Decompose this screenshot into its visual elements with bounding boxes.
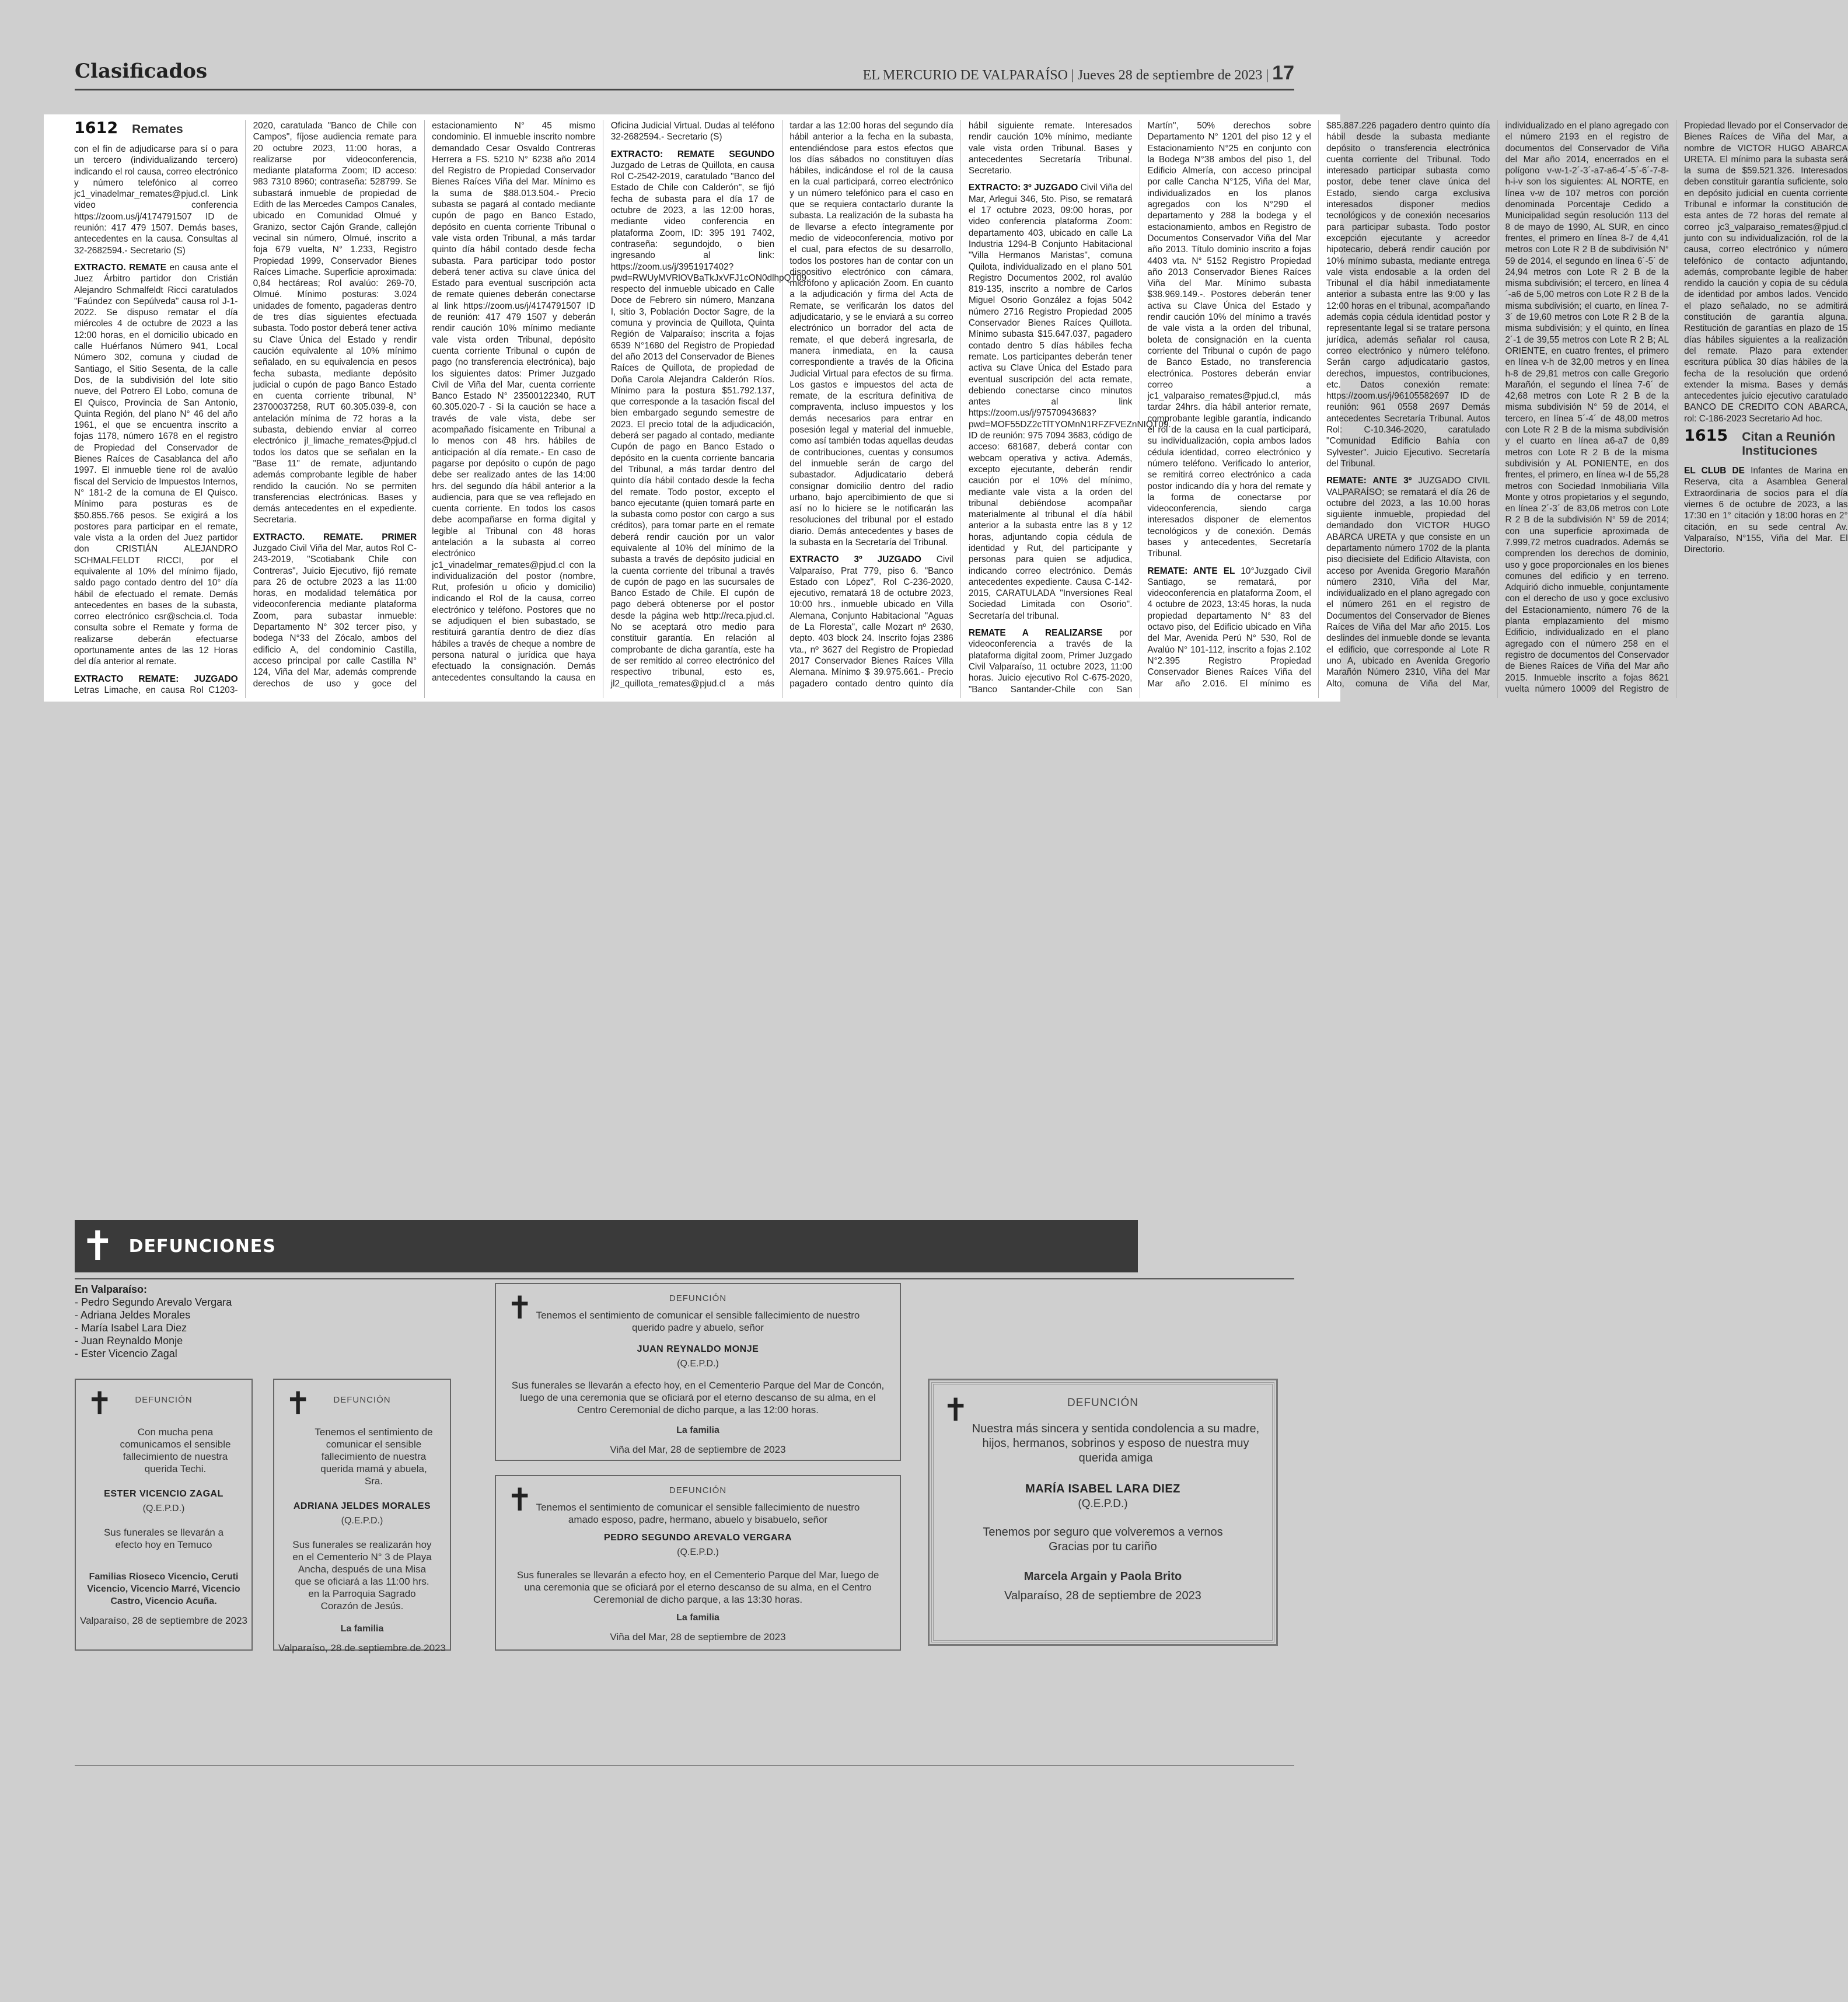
funeral-info: Sus funerales se llevarán a efecto hoy en Temuco: [103, 1527, 224, 1550]
notice-body: Civil Valparaíso, Prat 779, piso 6. "Banco Estado con López", Rol C-236-2020, ejecutivo, rematará 18 de octubre 2023, 10:00 hrs., inmueble ubicado en Villa Alemana, Conjunto Habitacional "Aguas de La Floresta", calle Mozart nº 2630, depto. 403 block 24. Inscrito fojas 2386 vta., nº 3627 del Registro de Propiedad 2017 Conservador Bienes Raíces Villa Alemana. Mínimo $ 39.975.661.- Precio pagadero contado dentro quinto día hábil siguiente remate. Interesados rendir caución 10% mínimo, mediante vale vista orden Tribunal. Bases y antecedentes Secretaría Tribunal. Secretario.: [789, 121, 1133, 689]
category-name: Remates: [132, 123, 183, 136]
obituary-notice-jeldes: [273, 1379, 451, 1654]
notice-lead: REMATE: ANTE 3º: [1326, 476, 1412, 486]
obituary-notice-arevalo: [495, 1475, 901, 1651]
notice-body: JUZGADO CIVIL VALPARAÍSO; se rematará el día 26 de octubre del 2023, a las 10.00 horas siguiente inmueble, propiedad del demandado don VICTOR HUGO ABARCA URETA y que consiste en un departamento número 1702 de la planta piso diecisiete del Edificio Altavista, con acceso por Avenida Gregorio Marañón número 2310, Viña del Mar, individualizado en el plano agregado con el número 261 en el registro de Documentos del Conservador de Bienes Raíces de Viña del Mar año 2015. Los deslindes del inmueble donde se levanta el edificio, que corresponde al Lote R uno A, ubicado en Avenida Gregorio Marañón Número 2310, Viña del Mar Alto, comuna de Viña del Mar, individualizado en el plano agregado con el número 2193 en el registro de documentos del Conservador de Viña del Mar año 2014, encerrados en el polígono v-w-1-2´-3´-a7-a6-4´-5´-6´-7-8-h-i-v son los siguientes: AL NORTE, en línea v-w de 107 metros con porción denominada Porcentaje Cedido a Municipalidad según resolución 113 del 8 de mayo de 1990, AL SUR, en cinco frentes, el primero en línea 8-7 de 4,41 metros con Lote R 2 B de subdivisión N° 59 de 2014, el segundo en línea 6´-5´ de 24,94 metros con Lote R 2 B de la misma subdivisión; el tercero, en línea 4´-a6 de 5,00 metros con Lote R 2 B de la misma subdivisión; el cuarto, en línea 7-3´ de 19,60 metros con Lote R 2 B de la misma subdivisión; y el quinto, en línea 2´-1 de 39,55 metros con Lote R 2 B; AL ORIENTE, en cuatro frentes, el primero en línea v-h de 32,00 metros y en línea h-8 de 29,81 metros con calle Gregorio Marañón, el segundo el línea 7-6´ de 42,68 metros con Lote R 2 B de la misma subdivisión N° 59 de 2014, el tercero, en línea 5´-4´ de 48,00 metros con Lote R 2 B de la misma subdivisión y el cuarto en línea a6-a7 de 0,89 metros con Lote R 2 B de la misma subdivisión y AL PONIENTE, en dos frentes, el primero, en línea w-I de 55,28 metros con Sociedad Inmobiliaria Villa Monte y otros propietarios y el segundo, en línea 2´-3´ de 83,06 metros con Lote R 2 B de la subdivisión N° 59 de 2014; con una superficie aproximada de 7.999,72 metros cuadrados. Además se comprenden los derechos de dominio, uso y goce proporcionales en los bienes comunes del edificio y en terreno. Adquirió dicho inmueble, conjuntamente con el derecho de uso y goce exclusivo del Estacionamiento, número 76 de la planta emplazamiento del mismo Edificio, individualizado en el plano agregado con el número 258 en el registro de documentos del Conservador de Bienes Raíces de Viña del Mar año 2015. Inmueble inscrito a fojas 8621 vuelta número 10009 del Registro de Propiedad llevado por el Conservador de Bienes Raíces de Viña del Mar, a nombre de VICTOR HUGO ABARCA URETA. El mínimo para la subasta será la suma de $59.521.326. Interesados deben constituir garantía suficiente, solo en depósito judicial en cuenta corriente Tribunal e informar la constitución de esta antes de 72 horas del remate al correo jc3_valparaiso_remates@pjud.cl junto con su individualización, rol de la causa, correo electrónico y número telefónico de contacto adjuntando, además, comprobante legible de haber rendido la caución y copia de su cédula de identidad por ambos lados. Vencido el plazo señalado, no se admitirá constitución de garantía alguna. Restitución de garantías en plazo de 15 días hábiles siguientes a la realización del remate. Plazo para extender escritura pública 30 días hábiles de la fecha de la resolución que ordenó extender la misma. Bases y demás antecedentes juicio ejecutivo caratulado BANCO DE CREDITO CON ABARCA, rol: C-186-2023 Secretario Ad hoc.: [1326, 121, 1848, 694]
obituaries-banner: [75, 1220, 1138, 1272]
notice-text: Tenemos el sentimiento de comunicar el sensible fallecimiento de nuestro querido padre y abuelo, señor: [536, 1310, 860, 1333]
notice-lead: EXTRACTO: 3º JUZGADO: [968, 183, 1078, 193]
notice-lead: EXTRACTO. REMATE: [74, 262, 167, 273]
notice-lead: EXTRACTO: REMATE SEGUNDO: [610, 149, 775, 159]
category-number: 1615: [1684, 427, 1728, 445]
notice-text: Con mucha pena comunicamos el sensible fallecimiento de nuestra querida Techi.: [120, 1426, 231, 1474]
notice-text: Nuestra más sincera y sentida condolencia a su madre, hijos, hermanos, sobrinos y esposo de nuestra muy querida amiga: [972, 1422, 1260, 1464]
obituary-index: [75, 1283, 232, 1360]
page-number: 17: [1272, 62, 1294, 84]
classified-notice: [968, 182, 1171, 622]
notice-heading: DEFUNCIÓN: [1067, 1397, 1138, 1409]
qepd: (Q.E.P.D.): [142, 1504, 185, 1513]
notice-lead: REMATE: ANTE EL: [1147, 566, 1235, 576]
category-name: Citan a Reunión Instituciones: [1742, 430, 1836, 458]
category-header-remates: [74, 119, 238, 137]
notice-text: Tenemos el sentimiento de comunicar el sensible fallecimiento de nuestro amado esposo, padre, hermano, abuelo y bisabuelo, señor: [536, 1502, 860, 1525]
notice-lead: REMATE A REALIZARSE: [968, 628, 1103, 639]
index-item: - Ester Vicencio Zagal: [75, 1348, 177, 1359]
notice-body: con el fin de adjudicarse para sí o para un tercero (individualizando tercero) indicando el rol causa, correo electrónico y número telefónico al correo jc1_vinadelmar_remates@pjud.cl. Link video conferencia https://zoom.us/j/4174791507 ID de reunión: 417 479 1507. Demás bases, antecedentes en la causa. Consultas al 32-2682594.- Secretario (S): [74, 144, 238, 256]
category-header-citan: [1684, 427, 1848, 458]
classifieds-columns: [74, 119, 1848, 698]
notice-date: Valparaíso, 28 de septiembre de 2023: [278, 1642, 446, 1654]
masthead: [863, 62, 1294, 85]
notice-body: Juzgado Civil Viña del Mar, autos Rol C-243-2019, "Scotiabank Chile con Contreras", Juicio Ejecutivo, fijó remate para 26 de octubre 2023 a las 11:00 horas, en modalidad telemática por videoconferencia mediante plataforma Zoom, para subastar inmueble: Departamento N° 302 tercer piso, y bodega N°33 del Zócalo, ambos del edificio A, del condominio Castilla, acceso principal por calle Castilla N° 124, Viña del Mar, además comprende derechos de uso y goce del estacionamiento N° 45 mismo condominio. El inmueble inscrito nombre demandado Cesar Osvaldo Contreras Herrera a FS. 5210 N° 6238 año 2014 del Registro de Propiedad Conservador Bienes Raíces Viña del Mar. Mínimo es la suma de $88.013.504.- Precio subasta se pagará al contado mediante cupón de pago en Banco Estado, depósito en cuenta corriente Tribunal o vale vista orden Tribunal, a más tardar quinto día hábil contado desde fecha subasta. Para participar todo postor deberá tener activa su clave única del Estado para eventual suscripción acta de remate quienes deberán conectarse al link https://zoom.us/j/4174791507 ID de reunión: 417 479 1507 y deberán rendir caución 10% mínimo mediante vale vista orden Tribunal, depósito cuenta corriente Tribunal o cupón de pago (no transferencia electrónica), bajo los siguientes datos: Primer Juzgado Civil de Viña del Mar, cuenta corriente Banco Estado N° 23500122340, RUT 60.305.020-7 - Si la caución se hace a través de vale vista, debe ser acompañado físicamente en Tribunal a lo menos con 48 hrs. hábiles de anticipación al día remate.- En caso de pagarse por depósito o cupón de pago debe ser realizado antes de las 14:00 hrs. del segundo día hábil anterior a la audiencia, para que se vea reflejado en cuenta corriente. En todos los casos debe acompañarse en forma digital y legible al Tribunal con 48 horas antelación a la subasta al correo electrónico jc1_vinadelmar_remates@pjud.cl con la individualización del postor (nombre, Rut, profesión u oficio y domicilio) indicando el Rol de la causa, correo electrónico y teléfono. Postores que no se adjudiquen el bien subastado, se restituirá garantía dentro de diez días hábiles a través de cheque a nombre de persona natural o jurídica que haya efectuado la consignación. Demás antecedentes consultando la causa en Oficina Judicial Virtual. Dudas al teléfono 32-2682594.- Secretario (S): [253, 121, 775, 689]
section-title: Clasificados: [75, 60, 208, 83]
notice-body: en causa ante el Juez Árbitro partidor don Cristián Alejandro Schmalfeldt Ricci caratulados "Faúndez con Sepúlveda" causa rol J-1-2022. Se dispuso rematar el día miércoles 4 de octubre de 2023 a las 12:00 horas, en el domicilio ubicado en calle Huérfanos Número 941, Local Número 302, comuna y ciudad de Santiago, el Sitio Sesenta, de la calle Dos, de la subdivisión del lote sitio nueve, del Potrero El Lobo, comuna de El Quisco, Provincia de San Antonio, Quinta Región, del plano N° 46 del año 1961, el que se encuentra inscrito a fojas 1178, número 1678 en el registro de Propiedad del Conservador de Bienes Raíces de Casablanca del año 1997. El inmueble tiene rol de avalúo fiscal del Servicio de Impuestos Internos, N° 181-2 de la comuna de El Quisco. Mínimo para posturas es de $50.855.766 pesos. Se exigirá a los postores para participar en el remate, vale vista a la orden del Juez partidor don CRISTIÁN ALEJANDRO SCHMALFELDT RICCI, por el equivalente al 10% del mínimo fijado, saldo pago contado dentro del 10° día hábil de efectuado el remate. Demás antecedentes en bases de la subasta, correo electrónico csr@schcia.cl. Toda consulta sobre el Remate y forma de realizarse deberán efectuarse oportunamente antes de las 12 Horas del día anterior al remate.: [74, 262, 238, 667]
cross-icon: ✝: [285, 1385, 312, 1422]
notice-lead: EXTRACTO. REMATE. PRIMER: [253, 532, 417, 542]
funeral-info: Sus funerales se realizarán hoy en el Cementerio N° 3 de Playa Ancha, después de una Misa que se oficiará a las 11:00 hrs. en la Parroquia Sagrado Corazón de Jesús.: [292, 1539, 432, 1612]
notice-date: Viña del Mar, 28 de septiembre de 2023: [610, 1444, 786, 1455]
index-item: - María Isabel Lara Diez: [75, 1322, 187, 1334]
obituary-notice-lara: [928, 1379, 1278, 1646]
cross-icon: ✝: [506, 1289, 533, 1326]
deceased-name: JUAN REYNALDO MONJE: [637, 1344, 759, 1354]
family-signature: La familia: [676, 1613, 719, 1623]
index-title: En Valparaíso:: [75, 1283, 148, 1295]
notice-heading: DEFUNCIÓN: [669, 1293, 727, 1303]
notice-heading: DEFUNCIÓN: [333, 1395, 391, 1405]
page-header: [75, 56, 1294, 90]
family-signature: La familia: [340, 1624, 384, 1634]
classifieds-panel: [44, 114, 1848, 702]
notice-date: Valparaíso, 28 de septiembre de 2023: [1004, 1589, 1201, 1602]
notice-body: Juzgado de Letras de Quillota, en causa Rol C-2542-2019, caratulado "Banco del Estado de Chile con Calderón", se fijó fecha de subasta para el día 17 de octubre de 2023, a las 12:00 horas, mediante video conferencia en plataforma Zoom, ID: 395 191 7402, contraseña: segundojdo, o bien ingresando al link: https://zoom.us/j/3951917402?pwd=RWUyMVRlOVBaTkJxVFJ1cON0dlhpQT09, respecto del inmueble ubicado en Calle Doce de Febrero sin número, Manzana I, sitio 3, Población Doctor Sagre, de la comuna y provincia de Quillota, Quinta Región de Valparaíso; inscrita a fojas 6539 N°1680 del Registro de Propiedad del año 2013 del Conservador de Bienes Raíces de Quillota, de propiedad de Doña Carola Alejandra Calderón Ríos. Mínimo para la postura $51.792.137, que corresponde a la tasación fiscal del bien embargado segundo semestre de 2023. El precio total de la adjudicación, deberá ser pagado al contado, mediante Cupón de pago en Banco Estado o depósito en la cuenta corriente bancaria del Tribunal, a más tardar dentro del quinto día hábil contado desde la fecha del remate. Todo postor, excepto el banco ejecutante (quien tomará parte en la subasta como postor con cargo a sus créditos), para tomar parte en el remate deberá rendir caución por un valor equivalente al 10% del mínimo de la subasta a través de depósito judicial en la cuenta corriente del tribunal a través de cupón de pago en las sucursales de Banco Estado de Chile. El cupón de pago deberá obtenerse por el postor desde la página web http://reca.pjud.cl. No se aceptará otro medio para constituir garantía. En relación al comprobante de dicha garantía, este ha de ser remitido al correo electrónico del respectivo tribunal, esto es, jl2_quillota_remates@pjud.cl a más tardar a las 12:00 horas del segundo día hábil anterior a la fecha en la subasta, entendiéndose para estos efectos que los días sábados no constituyen días hábiles, indicándose el rol de la causa en la cual participará, correo electrónico y un número telefónico para el caso en que se requiera contactarlo durante la subasta. La realización de la subasta ha de llevarse a efecto íntegramente por medio de videoconferencia, motivo por el cual, para efectos de su desarrollo, todos los postores han de contar con un dispositivo electrónico con cámara, micrófono y aplicación Zoom. En cuanto a la adjudicación y firma del Acta de Remate, se verificarán los datos del adjudicatario, y se le enviará a su correo electrónico un borrador del acta de remate, el que deberá ingresarla, de manera inmediata, en la causa correspondiente a través de la Oficina Judicial Virtual para efectos de su firma. Los gastos e impuestos del acta de remate, de la escritura definitiva de compraventa, incluso impuestos y los demás necesarios para entrar en posesión legal y material del inmueble, como así también todas aquellas deudas de contribuciones, cuentas y consumos del inmueble serán de cargo del subastador. Adjudicatario deberá consignar domicilio dentro del radio urbano, bajo apercibimiento de que si así no lo hiciere se le notificarán las resoluciones del tribunal por el estado diario. Demás antecedentes y bases de la subasta en la Secretaría del Tribunal.: [610, 121, 953, 689]
notice-date: Valparaíso, 28 de septiembre de 2023: [80, 1615, 247, 1626]
index-item: - Pedro Segundo Arevalo Vergara: [75, 1296, 232, 1308]
deceased-name: MARÍA ISABEL LARA DIEZ: [1025, 1483, 1180, 1495]
cross-icon: ✝: [81, 1222, 115, 1270]
notice-lead: EL CLUB DE: [1684, 466, 1745, 476]
qepd: (Q.E.P.D.): [1078, 1498, 1128, 1510]
classified-notice: [74, 144, 238, 256]
qepd: (Q.E.P.D.): [341, 1516, 383, 1526]
obituaries-title: DEFUNCIONES: [128, 1236, 276, 1257]
deceased-name: PEDRO SEGUNDO AREVALO VERGARA: [603, 1533, 792, 1543]
divider: [75, 1278, 1294, 1279]
index-item: - Adriana Jeldes Morales: [75, 1309, 191, 1321]
cross-icon: ✝: [86, 1385, 113, 1422]
notice-heading: DEFUNCIÓN: [669, 1485, 727, 1495]
masthead-text: EL MERCURIO DE VALPARAÍSO | Jueves 28 de septiembre de 2023 |: [862, 68, 1269, 83]
notice-heading: DEFUNCIÓN: [135, 1395, 193, 1405]
index-item: - Juan Reynaldo Monje: [75, 1335, 183, 1347]
funeral-info: Sus funerales se llevarán a efecto hoy, en el Cementerio Parque del Mar, luego de una ceremonia que se oficiará por el eterno descanso de su alma, en el Centro Ceremonial de dicho parque, a las 13:30 horas.: [516, 1569, 879, 1605]
classified-notice: [74, 262, 238, 668]
family-signature: Familias Rioseco Vicencio, Ceruti Vicencio, Vicencio Marré, Vicencio Castro, Vicencio Acuña.: [87, 1572, 240, 1606]
deceased-name: ESTER VICENCIO ZAGAL: [104, 1489, 223, 1499]
qepd: (Q.E.P.D.): [677, 1359, 719, 1369]
bottom-divider: [75, 1765, 1294, 1766]
notice-body: por videoconferencia a través de la plataforma digital zoom, Primer Juzgado Civil Valparaíso, 11 octubre 2023, 11:00 horas. Juicio ejecutivo Rol C-675-2020, "Banco Santander-Chile con San Martín", 50% derechos sobre Departamento N° 1201 del piso 12 y el Estacionamiento N°25 en conjunto con la Bodega N°38 ambos del piso 1, del Edificio Almería, con acceso principal por calle Cancha N°125, Viña del Mar, individualizados en los planos agregados con los N°290 el departamento y 288 la bodega y el estacionamiento, ambos en Registro de Documentos Conservador Viña del Mar año 2013. Título dominio inscrito a fojas 4403 vta. N° 5152 Registro Propiedad año 2013 Conservador Bienes Raíces Viña del Mar. Mínimo subasta $38.969.149.-. Postores deberán tener activa su Clave Única del Estado y rendir caución 10% del mínimo a través de vale vista a la orden del tribunal, boleta de consignación en la cuenta corriente del Tribunal o cupón de pago de Banco Estado, no transferencia electrónica. Postores deberán enviar correo a jc1_valparaiso_remates@pjud.cl, más tardar 24hrs. día hábil anterior remate, comprobante legible garantía, indicando el rol de la causa en la cual participará, su individualización, copia ambos lados cédula identidad, correo electrónico y número teléfono. Verificado lo anterior, se remitirá correo electrónico a cada postor indicando día y hora del remate y la forma de conectarse por videoconferencia, siendo carga interesados disponer de elementos tecnológicos y de conexión. Demás bases y antecedentes, Secretaría Tribunal.: [968, 121, 1311, 695]
qepd: (Q.E.P.D.): [677, 1547, 719, 1557]
notice-body: 10°Juzgado Civil Santiago, se rematará, por videoconferencia en plataforma Zoom, el 4 octubre de 2023, 13:45 horas, la nuda propiedad departamento N° 83 del octavo piso, del Edificio ubicado en Viña del Mar, Avenida Perú N° 530, Rol de Avalúo N° 101-112, inscrito a fojas 2.102 N°2.395 Registro Propiedad Conservador Bienes Raíces Viña del Mar año 2.016. El mínimo es $85.887.226 pagadero dentro quinto día hábil desde la subasta mediante depósito o transferencia electrónica cuenta corriente del Tribunal. Todo interesado participar subasta como postor, debe tener clave única del Estado, siendo carga exclusiva interesados disponer medios tecnológicos y de conexión necesarios para participar subasta. Todo postor excepción ejecutante y acreedor hipotecario, deberá rendir caución por 10% mínimo subasta, mediante entrega vale vista endosable a la orden del Tribunal el día hábil inmediatamente anterior a subasta entre las 9:00 y las 12:00 horas en el tribunal, acompañando además copia cédula identidad postor y representante legal si se tratare persona jurídica, además señalar rol causa, correo electrónico y número teléfono. Serán cargo adjudicatario gastos, derechos, impuestos, contribuciones, etc. Datos conexión remate: https://zoom.us/j/96105582697 ID de reunión: 961 0558 2697 Demás antecedentes Secretaría Tribunal. Autos Rol: C-10.346-2020, caratulado "Comunidad Edificio Bahía con Sylvester". Juicio Ejecutivo. Secretaría del Tribunal.: [1147, 121, 1490, 689]
notice-date: Viña del Mar, 28 de septiembre de 2023: [610, 1631, 786, 1642]
notice-body: Infantes de Marina en Reserva, cita a Asamblea General Extraordinaria de socios para el día viernes 6 de octubre de 2023, a las 17:30 en 1° citación y 18:00 horas en 2° citación, en su sede central Av. Valparaíso, N°155, Viña del Mar. El Directorio.: [1684, 466, 1848, 555]
cross-icon: ✝: [942, 1391, 969, 1428]
notice-body: Civil Viña del Mar, Arlegui 346, 5to. Piso, se rematará el 17 octubre 2023, 09:00 horas, por video conferencia plataforma Zoom: departamento 403, ubicado en calle La Industria 1294-B Conjunto Habitacional "Villa Hermanos Maristas", comuna Quilota, individualizado en el plano 501 Registro Documentos 2002, rol avalúo 819-135, inscrito a nombre de Carlos Miguel Osorio González a fojas 5042 número 2716 Registro Propiedad 2005 Conservador Bienes Raíces Quillota. Mínimo subasta $15.647.037, pagadero contado dentro 5 días hábiles fecha remate. Los participantes deberán tener activa su Clave Única del Estado para eventual suscripción del acta remate, debiendo conectarse cinco minutos antes al link https://zoom.us/j/97570943683?pwd=MOF55DZ2cTlTYOMnN1RFZFVEZnNIQT09. ID de reunión: 975 7094 3683, código de acceso: 681687, deberá contar con webcam operativa y activa. Además, excepto ejecutante, deberán rendir caución por el 10% del mínimo, mediante vale vista a la orden del tribunal debiéndose acompañar materialmente al tribunal el día hábil anterior a la subasta entre las 8 y 12 horas, adjuntando copia cédula de identidad y Rut, del participante y personas para quien se adjudica, indicando correo electrónico. Demás antecedentes expediente. Causa C-142-2015, CARATULADA "Inversiones Real Sociedad Limitada con Osorio". Secretaría del tribunal.: [968, 183, 1171, 621]
family-signature: Marcela Argain y Paola Brito: [1023, 1570, 1182, 1583]
family-signature: La familia: [676, 1425, 719, 1435]
deceased-name: ADRIANA JELDES MORALES: [293, 1501, 431, 1511]
funeral-info: Tenemos por seguro que volveremos a vernos Gracias por tu cariño: [983, 1526, 1223, 1553]
notice-lead: EXTRACTO REMATE: JUZGADO: [74, 674, 238, 684]
cross-icon: ✝: [506, 1481, 533, 1518]
classified-notice: [1684, 465, 1848, 555]
category-number: 1612: [74, 119, 118, 137]
obituary-notice-monje: [495, 1283, 901, 1461]
notice-text: Tenemos el sentimiento de comunicar el sensible fallecimiento de nuestra querida mamá y abuela, Sra.: [315, 1426, 433, 1487]
funeral-info: Sus funerales se llevarán a efecto hoy, en el Cementerio Parque del Mar de Concón, luego de una ceremonia que se oficiará por el eterno descanso de su alma, en el Centro Ceremonial de dicho parque, a las 12:00 horas.: [511, 1380, 885, 1415]
notice-lead: EXTRACTO 3º JUZGADO: [789, 554, 921, 565]
obituary-notice-vicencio: [75, 1379, 253, 1651]
notice-body: Letras Limache, en causa Rol C1203-2020, caratulada "Banco de Chile con Campos", fíjose audiencia remate para 20 octubre 2023, 11:00 horas, a realizarse por videoconferencia, mediante plataforma Zoom; ID acceso: 983 7310 8960; contraseña: 528799. Se subastará inmueble de propiedad de Edith de las Mercedes Campos Canales, ubicado en Comunidad Olmué y Granizo, sector Cajón Grande, callejón vecinal sin número, Olmué, inscrito a foja 679 vuelta, N° 1.233, Registro Propiedad 1999, Conservador Bienes Raíces Limache. Superficie aproximada: 0,84 hectáreas; Rol avalúo: 269-70, Olmué. Mínimo posturas: 3.024 unidades de fomento, pagaderas dentro de tres días siguientes efectuada subasta. Todo postor deberá tener activa su Clave Única del Estado y rendir caución equivalente al 10% mínimo señalado, en su equivalencia en pesos fecha subasta, mediante depósito judicial o cupón de pago Banco Estado en cuenta corriente tribunal, N° 23700037258, RUT 60.305.039-8, con antelación mínima de 72 horas a la subasta, debiendo enviar al correo electrónico jl_limache_remates@pjud.cl todos los datos que se señalan en la "Base 11" de remate, adjuntando además comprobante legible de haber rendido la caución. No se permiten transferencias electrónicas. Bases y demás antecedentes en el expediente. Secretaria.: [74, 121, 417, 695]
